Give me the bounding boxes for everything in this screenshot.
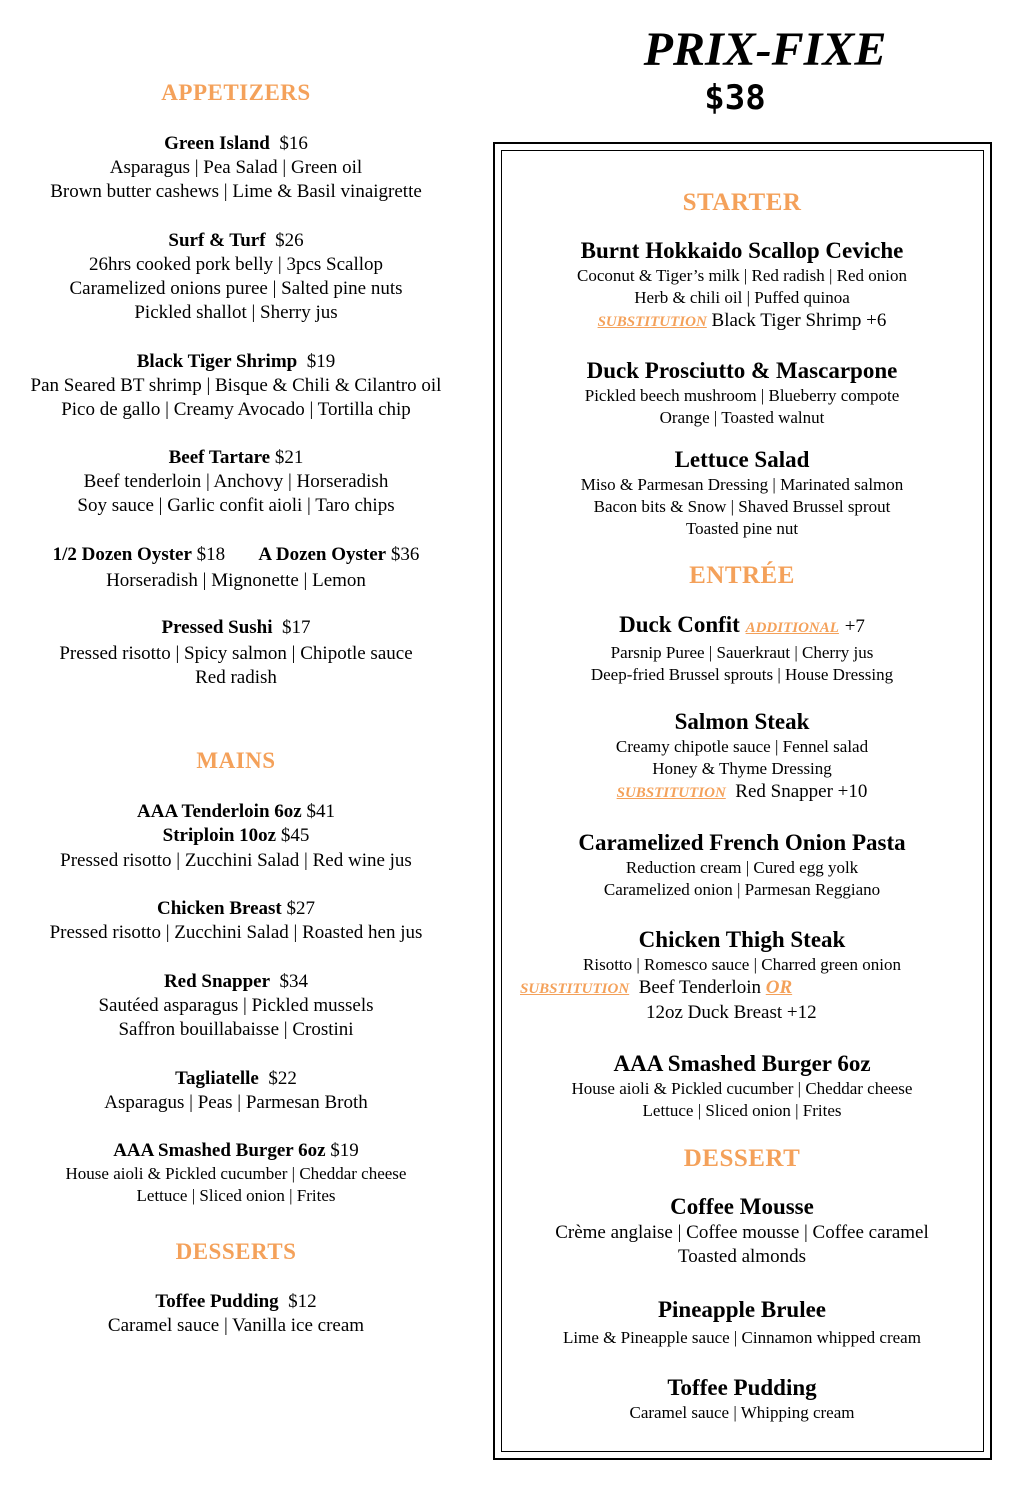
item-price: $27 — [286, 898, 315, 919]
prix-fixe-price: $38 — [704, 78, 766, 118]
item-desc: 12oz Duck Breast +12 — [646, 1002, 817, 1023]
item-price: $12 — [288, 1291, 317, 1312]
item-desc: Horseradish | Mignonette | Lemon — [106, 570, 366, 591]
item-price: $16 — [279, 133, 308, 154]
item-desc: Caramelized onion | Parmesan Reggiano — [603, 880, 881, 899]
substitution-text: Black Tiger Shrimp +6 — [711, 310, 887, 331]
menu-item-pressed-sushi — [0, 616, 472, 690]
menu-item-green-island — [0, 132, 472, 204]
item-desc: Herb & chili oil | Puffed quinoa — [634, 288, 850, 307]
item-title: Red Snapper — [163, 971, 271, 992]
item-price: $21 — [274, 447, 304, 468]
item-price: $26 — [275, 230, 304, 251]
item-title: Lettuce Salad — [674, 447, 810, 472]
item-price: $18 — [196, 544, 226, 565]
item-desc: Coconut & Tiger’s milk | Red radish | Red onion — [577, 266, 907, 285]
item-desc: Crème anglaise | Coffee mousse | Coffee caramel — [555, 1222, 929, 1243]
menu-item-chicken-thigh — [492, 926, 992, 1025]
item-desc: House aioli & Pickled cucumber | Cheddar cheese — [65, 1164, 407, 1183]
item-desc: Toasted pine nut — [685, 519, 799, 538]
item-title: Chicken Breast — [157, 898, 282, 919]
item-desc: Pan Seared BT shrimp | Bisque & Chili & Cilantro oil — [30, 375, 442, 396]
item-title: AAA Tenderloin 6oz — [137, 801, 302, 822]
menu-item-surf-turf — [0, 229, 472, 325]
menu-item-coffee-mousse — [492, 1193, 992, 1269]
substitution-label: SUBSTITUTION — [597, 314, 707, 330]
menu-item-duck-confit — [492, 611, 992, 686]
item-desc: Sautéed asparagus | Pickled mussels — [98, 995, 374, 1016]
item-price: $19 — [306, 351, 336, 372]
substitution-label: SUBSTITUTION — [520, 981, 630, 997]
menu-item-beef-tartare — [0, 446, 472, 518]
menu-item-tenderloin — [0, 800, 472, 873]
item-desc: Pressed risotto | Spicy salmon | Chipotle sauce — [59, 643, 413, 664]
item-title: Beef Tartare — [168, 447, 271, 468]
item-desc: Risotto | Romesco sauce | Charred green onion — [583, 955, 901, 974]
substitution-text: Beef Tenderloin — [638, 977, 761, 998]
menu-item-chicken-breast — [0, 897, 472, 945]
menu-item-black-tiger — [0, 350, 472, 422]
menu-item-oyster — [0, 543, 472, 593]
menu-item-scallop-ceviche — [492, 237, 992, 334]
item-desc: Miso & Parmesan Dressing | Marinated salmon — [580, 475, 904, 494]
item-title: Burnt Hokkaido Scallop Ceviche — [580, 238, 904, 263]
item-title: Chicken Thigh Steak — [638, 927, 846, 952]
item-desc: Caramelized onions puree | Salted pine nuts — [69, 278, 403, 299]
item-title: Toffee Pudding — [667, 1375, 817, 1400]
additional-price: +7 — [844, 616, 865, 637]
item-title: Salmon Steak — [674, 709, 810, 734]
item-price: $41 — [306, 801, 335, 822]
menu-item-tagliatelle — [0, 1067, 472, 1115]
item-title: Coffee Mousse — [670, 1194, 814, 1219]
item-desc: Parsnip Puree | Sauerkraut | Cherry jus — [610, 643, 874, 662]
item-desc: Orange | Toasted walnut — [659, 408, 825, 427]
item-title: AAA Smashed Burger 6oz — [613, 1051, 871, 1076]
menu-item-pineapple-brulee — [492, 1296, 992, 1349]
item-desc: Toasted almonds — [678, 1246, 806, 1267]
item-desc: Pickled beech mushroom | Blueberry compote — [584, 386, 900, 405]
item-desc: Honey & Thyme Dressing — [652, 759, 832, 778]
additional-label: ADDITIONAL — [745, 620, 839, 636]
item-desc: Reduction cream | Cured egg yolk — [625, 858, 859, 877]
menu-item-duck-prosciutto — [492, 357, 992, 429]
item-desc: Lettuce | Sliced onion | Frites — [136, 1186, 336, 1205]
menu-item-toffee-pudding-prix — [492, 1374, 992, 1424]
item-title: Surf & Turf — [168, 230, 266, 251]
dessert-heading: DESSERT — [683, 1145, 801, 1172]
item-title: Green Island — [164, 133, 270, 154]
item-desc: Pressed risotto | Zucchini Salad | Roasted hen jus — [49, 922, 423, 943]
item-price: $19 — [330, 1140, 359, 1161]
menu-item-burger — [0, 1139, 472, 1207]
menu-item-smashed-burger — [492, 1050, 992, 1122]
item-title: AAA Smashed Burger 6oz — [113, 1140, 326, 1161]
menu-item-lettuce-salad — [492, 446, 992, 540]
item-desc: Bacon bits & Snow | Shaved Brussel sprout — [593, 497, 891, 516]
item-title: 1/2 Dozen Oyster — [52, 544, 192, 565]
item-desc: Brown butter cashews | Lime & Basil vinaigrette — [50, 181, 422, 202]
item-desc: Pickled shallot | Sherry jus — [134, 302, 338, 323]
item-price: $36 — [390, 544, 420, 565]
item-price: $45 — [280, 825, 310, 846]
item-desc: Lettuce | Sliced onion | Frites — [642, 1101, 842, 1120]
item-title: Tagliatelle — [175, 1068, 259, 1089]
item-price: $17 — [282, 617, 311, 638]
item-desc: 26hrs cooked pork belly | 3pcs Scallop — [88, 254, 384, 275]
item-desc: Soy sauce | Garlic confit aioli | Taro chips — [77, 495, 395, 516]
desserts-heading: DESSERTS — [175, 1239, 297, 1264]
prix-fixe-title: PRIX-FIXE — [643, 23, 887, 76]
item-title: Duck Confit — [619, 612, 740, 637]
starter-heading: STARTER — [682, 189, 802, 216]
item-price: $22 — [268, 1068, 297, 1089]
item-desc: Caramel sauce | Whipping cream — [629, 1403, 855, 1422]
item-title: Black Tiger Shrimp — [136, 351, 298, 372]
item-desc: Pico de gallo | Creamy Avocado | Tortilla chip — [61, 399, 411, 420]
or-label: OR — [765, 977, 793, 998]
item-desc: Saffron bouillabaisse | Crostini — [118, 1019, 354, 1040]
item-desc: House aioli & Pickled cucumber | Cheddar cheese — [571, 1079, 913, 1098]
item-title: A Dozen Oyster — [258, 544, 387, 565]
item-title: Pressed Sushi — [161, 617, 273, 638]
item-desc: Caramel sauce | Vanilla ice cream — [107, 1315, 365, 1336]
item-desc: Pressed risotto | Zucchini Salad | Red wine jus — [60, 850, 412, 871]
item-desc: Beef tenderloin | Anchovy | Horseradish — [83, 471, 389, 492]
item-desc: Creamy chipotle sauce | Fennel salad — [615, 737, 869, 756]
mains-heading: MAINS — [196, 748, 276, 773]
item-title: Toffee Pudding — [155, 1291, 279, 1312]
menu-item-salmon-steak — [492, 708, 992, 805]
menu-item-onion-pasta — [492, 829, 992, 901]
substitution-label: SUBSTITUTION — [616, 785, 726, 801]
entree-heading: ENTRÉE — [689, 562, 795, 589]
appetizers-heading: APPETIZERS — [161, 80, 311, 105]
item-title: Pineapple Brulee — [657, 1297, 827, 1322]
item-price: $34 — [279, 971, 309, 992]
substitution-text: Red Snapper +10 — [735, 781, 868, 802]
item-title: Caramelized French Onion Pasta — [578, 830, 906, 855]
item-desc: Red radish — [195, 667, 277, 688]
item-desc: Asparagus | Peas | Parmesan Broth — [104, 1092, 368, 1113]
item-desc: Asparagus | Pea Salad | Green oil — [109, 157, 363, 178]
menu-item-toffee-pudding — [0, 1290, 472, 1338]
item-title: Duck Prosciutto & Mascarpone — [586, 358, 898, 383]
menu-item-red-snapper — [0, 970, 472, 1042]
item-desc: Lime & Pineapple sauce | Cinnamon whipped cream — [563, 1328, 921, 1347]
item-title: Striploin 10oz — [162, 825, 277, 846]
item-desc: Deep-fried Brussel sprouts | House Dressing — [590, 665, 894, 684]
